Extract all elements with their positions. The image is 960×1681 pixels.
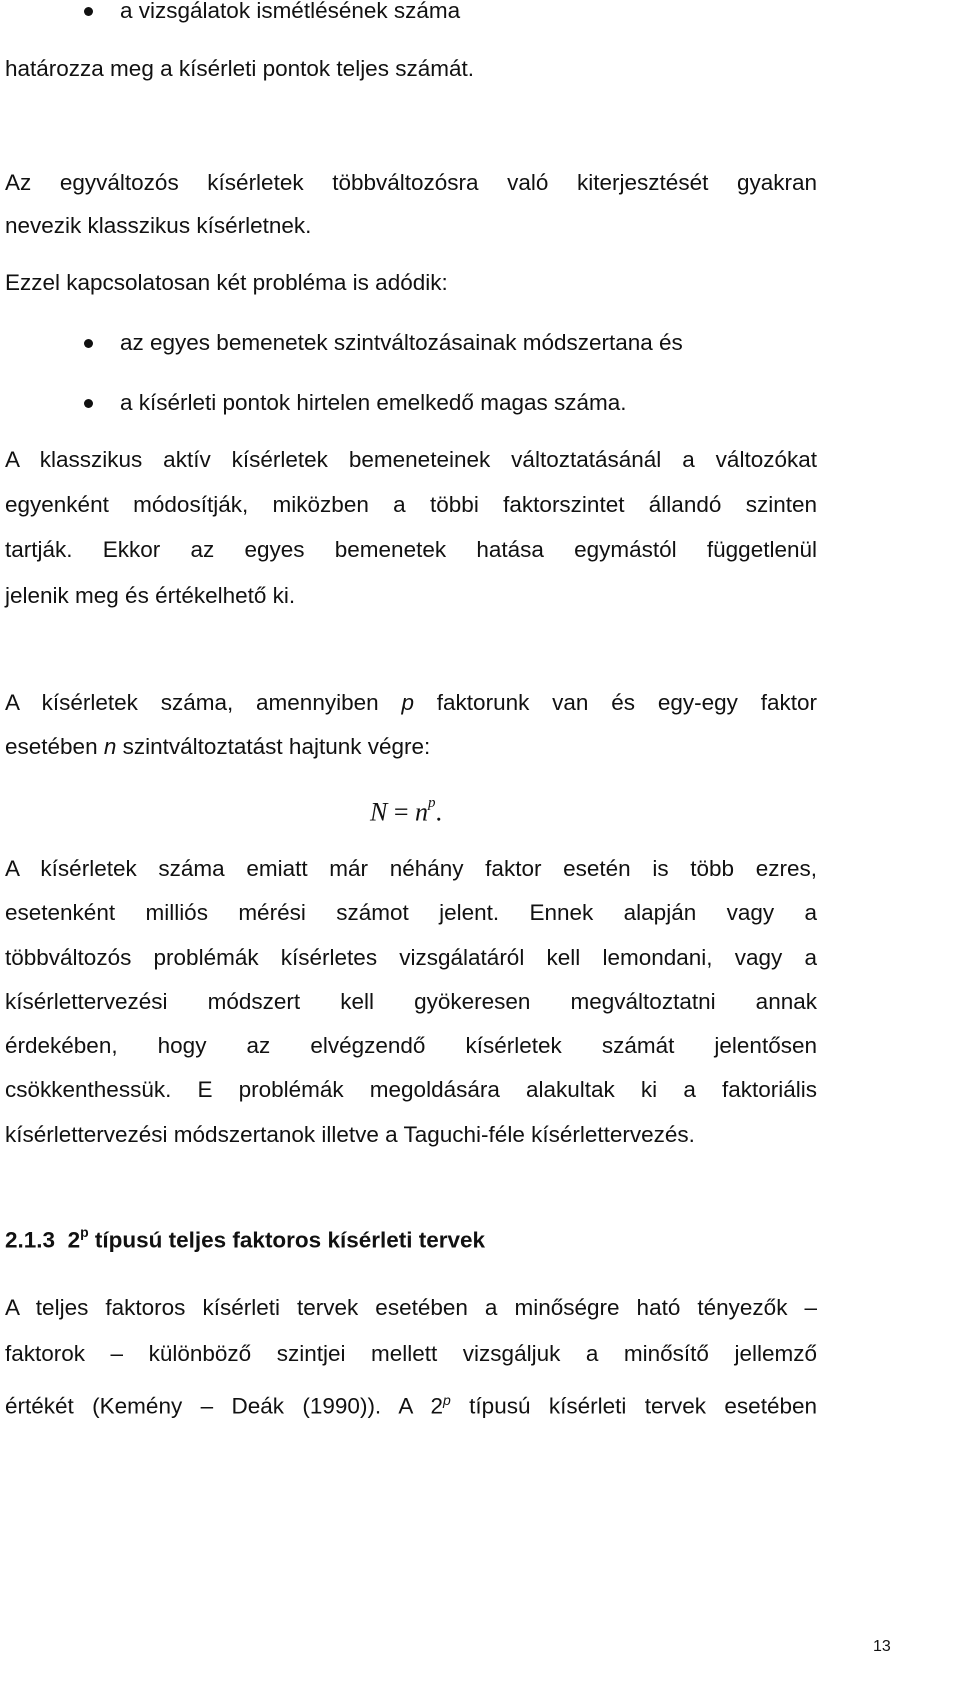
section-heading [5, 1220, 485, 1255]
page-number: 13 [873, 1638, 891, 1655]
paragraph-line: faktorok – különböző szintjei mellett vizsgáljuk a minősítő jellemző [5, 1341, 817, 1366]
paragraph-line: határozza meg a kísérleti pontok teljes számát. [5, 56, 474, 81]
formula-exponent: p [428, 795, 436, 811]
paragraph-line [5, 733, 817, 761]
paragraph-line [5, 1385, 817, 1421]
paragraph-line: A klasszikus aktív kísérletek bemeneteinek változtatásánál a változókat [5, 447, 817, 472]
paragraph-line: A teljes faktoros kísérleti tervek esetében a minőségre ható tényezők – [5, 1295, 817, 1320]
formula-end: . [435, 797, 443, 827]
paragraph-line: esetenként milliós mérési számot jelent. Ennek alapján vagy a [5, 900, 817, 925]
paragraph-line: Az egyváltozós kísérletek többváltozósra való kiterjesztését gyakran [5, 170, 817, 195]
text-run: A kísérletek száma, amennyiben [5, 690, 402, 715]
list-item: az egyes bemenetek szintváltozásainak módszertana és [120, 330, 683, 355]
paragraph-line: csökkenthessük. E problémák megoldására alakultak ki a faktoriális [5, 1077, 817, 1102]
text-run: esetében [5, 734, 104, 759]
text-run: faktorunk van és egy-egy faktor [413, 690, 817, 715]
heading-text: típusú teljes faktoros kísérleti tervek [88, 1227, 486, 1253]
paragraph-line [5, 689, 817, 717]
paragraph-line: Ezzel kapcsolatosan két probléma is adódik: [5, 270, 448, 295]
list-item: a vizsgálatok ismétlésének száma [120, 0, 461, 23]
paragraph-line: tartják. Ekkor az egyes bemenetek hatása egymástól függetlenül [5, 537, 817, 562]
heading-base: 2 [67, 1227, 81, 1253]
paragraph-line: kísérlettervezési módszertanok illetve a Taguchi-féle kísérlettervezés. [5, 1122, 695, 1147]
text-run: értékét (Kemény – Deák (1990)). A 2 [5, 1393, 443, 1419]
bullet-icon [84, 399, 93, 408]
paragraph-line: kísérlettervezési módszert kell gyökeresen megváltoztatni annak [5, 989, 817, 1014]
bullet-icon [84, 339, 93, 348]
bullet-icon [84, 7, 93, 16]
formula-equals: = [387, 797, 416, 827]
formula-lhs: N [370, 797, 388, 827]
superscript-p: p [443, 1392, 451, 1408]
heading-exponent: p [80, 1224, 89, 1240]
text-run: szintváltoztatást hajtunk végre: [116, 734, 431, 759]
section-number: 2.1.3 [5, 1227, 56, 1253]
formula [370, 792, 442, 828]
paragraph-line: egyenként módosítják, miközben a többi faktorszintet állandó szinten [5, 492, 817, 517]
variable-n: n [103, 734, 117, 759]
formula-base: n [415, 797, 429, 827]
paragraph-line: nevezik klasszikus kísérletnek. [5, 213, 312, 238]
text-run: típusú kísérleti tervek esetében [450, 1393, 818, 1419]
variable-p: p [401, 690, 414, 715]
paragraph-line: többváltozós problémák kísérletes vizsgálatáról kell lemondani, vagy a [5, 945, 817, 970]
paragraph-line: érdekében, hogy az elvégzendő kísérletek számát jelentősen [5, 1033, 817, 1058]
paragraph-line: jelenik meg és értékelhető ki. [5, 583, 296, 608]
paragraph-line: A kísérletek száma emiatt már néhány faktor esetén is több ezres, [5, 856, 817, 881]
list-item: a kísérleti pontok hirtelen emelkedő magas száma. [120, 390, 627, 415]
